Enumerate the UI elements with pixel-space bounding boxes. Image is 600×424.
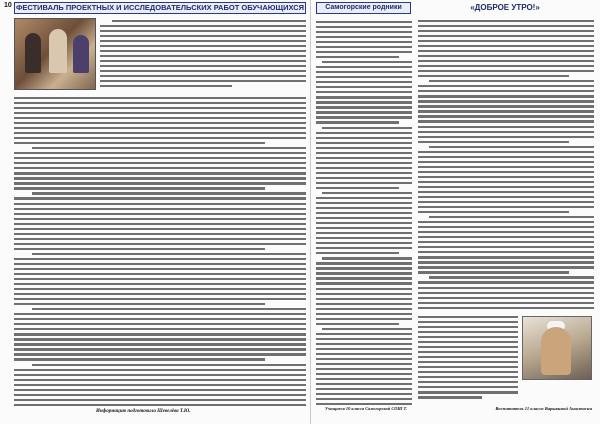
text-line: [316, 116, 412, 118]
text-line: [316, 368, 412, 370]
right-article-body-lower: [418, 313, 518, 403]
text-line: [316, 212, 412, 214]
text-line: [100, 45, 306, 47]
middle-article-title: Самогорские родники: [316, 2, 411, 14]
text-line: [418, 292, 594, 294]
text-line: [14, 218, 306, 220]
text-line: [14, 323, 306, 325]
text-line: [316, 66, 412, 68]
text-line: [418, 302, 594, 304]
text-line: [418, 75, 569, 77]
text-line: [322, 328, 412, 330]
text-line: [14, 167, 306, 169]
text-line: [418, 396, 482, 398]
text-line: [14, 243, 306, 245]
text-line: [316, 106, 412, 108]
text-line: [316, 31, 412, 33]
text-line: [418, 297, 594, 299]
text-line: [100, 65, 306, 67]
text-line: [14, 384, 306, 386]
text-line: [418, 386, 518, 388]
text-line: [316, 71, 412, 73]
text-line: [14, 263, 306, 265]
text-line: [322, 257, 412, 259]
text-line: [418, 246, 594, 248]
text-line: [316, 56, 399, 58]
text-line: [418, 95, 594, 97]
text-line: [418, 50, 594, 52]
text-line: [14, 318, 306, 320]
text-line: [32, 253, 306, 255]
text-line: [316, 157, 412, 159]
text-line: [14, 177, 306, 179]
text-line: [316, 91, 412, 93]
text-line: [418, 120, 594, 122]
text-line: [322, 127, 412, 129]
text-line: [316, 41, 412, 43]
text-line: [100, 70, 306, 72]
text-line: [316, 353, 412, 355]
text-line: [14, 404, 306, 406]
text-line: [14, 213, 306, 215]
text-line: [418, 60, 594, 62]
text-line: [14, 293, 306, 295]
text-line: [316, 202, 412, 204]
text-line: [14, 228, 306, 230]
text-line: [316, 358, 412, 360]
text-line: [14, 157, 306, 159]
text-line: [316, 363, 412, 365]
text-line: [316, 318, 412, 320]
text-line: [316, 323, 399, 325]
text-line: [14, 303, 265, 305]
text-line: [316, 383, 412, 385]
text-line: [14, 389, 306, 391]
text-line: [316, 237, 412, 239]
text-line: [100, 60, 306, 62]
text-line: [418, 326, 518, 328]
left-article-body: [14, 94, 306, 408]
text-line: [14, 238, 306, 240]
text-line: [316, 247, 412, 249]
text-line: [316, 298, 412, 300]
text-line: [418, 376, 518, 378]
text-line: [418, 261, 594, 263]
text-line: [14, 348, 306, 350]
text-line: [14, 258, 306, 260]
text-line: [418, 90, 594, 92]
text-line: [316, 51, 412, 53]
text-line: [14, 379, 306, 381]
text-line: [14, 338, 306, 340]
text-line: [14, 102, 306, 104]
text-line: [429, 216, 594, 218]
text-line: [418, 361, 518, 363]
text-line: [14, 107, 306, 109]
text-line: [316, 207, 412, 209]
text-line: [316, 167, 412, 169]
text-line: [418, 356, 518, 358]
text-line: [418, 221, 594, 223]
text-line: [14, 268, 306, 270]
photo-figure: [73, 35, 89, 73]
photo-figure: [25, 33, 41, 73]
text-line: [14, 223, 306, 225]
text-line: [316, 262, 412, 264]
text-line: [322, 61, 412, 63]
text-line: [418, 151, 594, 153]
right-article-body: [418, 17, 594, 313]
text-line: [316, 81, 412, 83]
middle-article-body: [316, 18, 412, 408]
text-line: [316, 303, 412, 305]
text-line: [418, 346, 518, 348]
text-line: [418, 381, 518, 383]
text-line: [14, 283, 306, 285]
text-line: [100, 75, 306, 77]
text-line: [316, 21, 412, 23]
text-line: [14, 182, 306, 184]
text-line: [14, 374, 306, 376]
text-line: [100, 50, 306, 52]
text-line: [316, 177, 412, 179]
text-line: [429, 276, 594, 278]
text-line: [316, 288, 412, 290]
text-line: [316, 217, 412, 219]
text-line: [418, 391, 518, 393]
text-line: [418, 336, 518, 338]
text-line: [418, 55, 594, 57]
text-line: [418, 171, 594, 173]
text-line: [316, 272, 412, 274]
text-line: [316, 137, 412, 139]
right-article-signature: Воспитатель 11 класса Варыкиной Анастасии: [495, 406, 592, 411]
text-line: [418, 211, 569, 213]
text-line: [14, 353, 306, 355]
text-line: [418, 196, 594, 198]
text-line: [14, 127, 306, 129]
text-line: [418, 201, 594, 203]
text-line: [418, 241, 594, 243]
text-line: [418, 256, 594, 258]
text-line: [14, 97, 306, 99]
text-line: [418, 316, 518, 318]
text-line: [316, 26, 412, 28]
text-line: [100, 55, 306, 57]
text-line: [100, 25, 306, 27]
text-line: [14, 187, 265, 189]
text-line: [316, 197, 412, 199]
text-line: [418, 287, 594, 289]
text-line: [14, 112, 306, 114]
page-number: 10: [4, 2, 12, 9]
text-line: [316, 162, 412, 164]
text-line: [418, 141, 569, 143]
text-line: [316, 308, 412, 310]
text-line: [418, 236, 594, 238]
text-line: [14, 358, 265, 360]
text-line: [14, 328, 306, 330]
text-line: [14, 172, 306, 174]
text-line: [316, 388, 412, 390]
text-line: [418, 251, 594, 253]
text-line: [14, 369, 306, 371]
text-line: [14, 288, 306, 290]
left-article-title: ФЕСТИВАЛЬ ПРОЕКТНЫХ И ИССЛЕДОВАТЕЛЬСКИХ РАБОТ ОБУЧАЮЩИХСЯ: [15, 3, 305, 12]
text-line: [32, 147, 306, 149]
text-line: [418, 136, 594, 138]
text-line: [316, 187, 399, 189]
text-line: [316, 378, 412, 380]
text-line: [316, 96, 412, 98]
text-line: [418, 40, 594, 42]
text-line: [14, 278, 306, 280]
text-line: [418, 126, 594, 128]
text-line: [316, 343, 412, 345]
text-line: [14, 122, 306, 124]
text-line: [316, 277, 412, 279]
text-line: [418, 131, 594, 133]
left-article-photo: [14, 18, 96, 90]
text-line: [316, 348, 412, 350]
text-line: [316, 111, 412, 113]
text-line: [418, 281, 594, 283]
text-line: [418, 25, 594, 27]
text-line: [316, 121, 399, 123]
text-line: [418, 110, 594, 112]
text-line: [316, 227, 412, 229]
text-line: [418, 366, 518, 368]
text-line: [14, 203, 306, 205]
text-line: [316, 393, 412, 395]
text-line: [316, 142, 412, 144]
text-line: [418, 20, 594, 22]
text-line: [14, 162, 306, 164]
text-line: [316, 313, 412, 315]
text-line: [14, 208, 306, 210]
text-line: [418, 156, 594, 158]
text-line: [418, 321, 518, 323]
text-line: [418, 85, 594, 87]
text-line: [316, 46, 412, 48]
text-line: [418, 186, 594, 188]
left-article-intro: [100, 17, 306, 92]
text-line: [316, 373, 412, 375]
text-line: [14, 399, 306, 401]
text-line: [100, 80, 306, 82]
text-line: [418, 161, 594, 163]
text-line: [418, 331, 518, 333]
text-line: [418, 206, 594, 208]
text-line: [418, 176, 594, 178]
left-article-signature: Информацию подготовила Шевелёва Т.Ю.: [96, 409, 191, 414]
text-line: [418, 351, 518, 353]
text-line: [418, 266, 594, 268]
text-line: [418, 307, 594, 309]
text-line: [316, 86, 412, 88]
text-line: [418, 231, 594, 233]
photo-figure: [49, 29, 67, 73]
text-line: [316, 101, 412, 103]
text-line: [316, 222, 412, 224]
text-line: [316, 232, 412, 234]
text-line: [316, 282, 412, 284]
text-line: [14, 394, 306, 396]
text-line: [100, 85, 232, 87]
text-line: [32, 364, 306, 366]
text-line: [14, 132, 306, 134]
text-line: [14, 333, 306, 335]
text-line: [418, 226, 594, 228]
text-line: [322, 192, 412, 194]
text-line: [32, 192, 306, 194]
column-divider: [310, 0, 311, 424]
text-line: [14, 313, 306, 315]
text-line: [418, 181, 594, 183]
text-line: [418, 100, 594, 102]
text-line: [14, 142, 265, 144]
text-line: [316, 76, 412, 78]
text-line: [316, 152, 412, 154]
text-line: [418, 30, 594, 32]
text-line: [418, 115, 594, 117]
text-line: [418, 70, 594, 72]
text-line: [14, 137, 306, 139]
text-line: [316, 132, 412, 134]
text-line: [14, 197, 306, 199]
text-line: [418, 371, 518, 373]
text-line: [14, 233, 306, 235]
text-line: [316, 252, 399, 254]
text-line: [316, 36, 412, 38]
text-line: [418, 166, 594, 168]
text-line: [316, 293, 412, 295]
text-line: [429, 146, 594, 148]
text-line: [316, 172, 412, 174]
text-line: [418, 35, 594, 37]
right-article-photo: [522, 316, 592, 380]
text-line: [418, 105, 594, 107]
text-line: [418, 271, 569, 273]
text-line: [316, 338, 412, 340]
text-line: [100, 30, 306, 32]
text-line: [112, 20, 306, 22]
middle-article-signature: Учащиеся 10 класса Самогорской СОШ Т.: [325, 406, 407, 411]
text-line: [316, 182, 412, 184]
text-line: [14, 248, 265, 250]
text-line: [418, 191, 594, 193]
text-line: [418, 45, 594, 47]
text-line: [14, 152, 306, 154]
text-line: [418, 65, 594, 67]
right-article-title: «ДОБРОЕ УТРО!»: [470, 3, 540, 12]
photo-child: [541, 327, 571, 375]
text-line: [14, 117, 306, 119]
text-line: [316, 242, 412, 244]
text-line: [429, 80, 594, 82]
text-line: [14, 343, 306, 345]
text-line: [316, 267, 412, 269]
text-line: [100, 35, 306, 37]
text-line: [316, 333, 412, 335]
text-line: [316, 398, 412, 400]
text-line: [14, 273, 306, 275]
text-line: [14, 298, 306, 300]
text-line: [32, 308, 306, 310]
text-line: [418, 341, 518, 343]
text-line: [100, 40, 306, 42]
text-line: [316, 147, 412, 149]
